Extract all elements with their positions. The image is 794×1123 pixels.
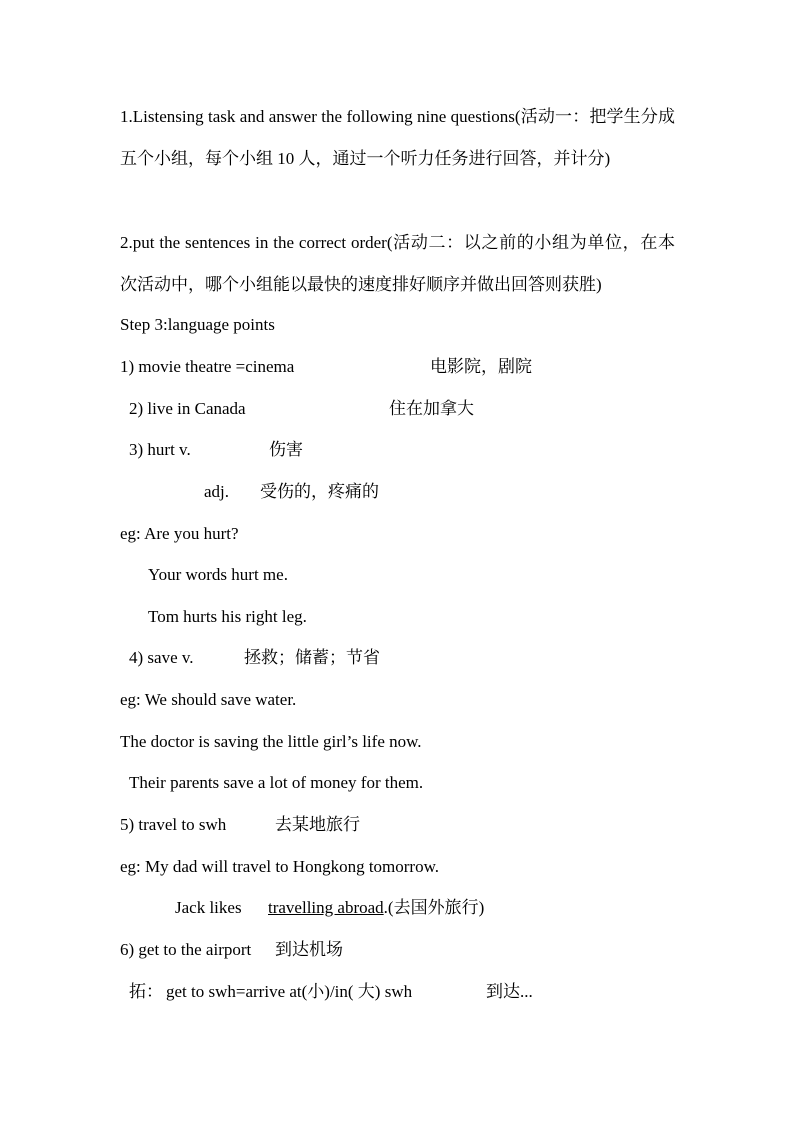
point4-example-1: eg: We should save water. bbox=[120, 690, 297, 709]
point3-adj: adj. bbox=[204, 482, 230, 501]
step3-heading: Step 3:language points bbox=[120, 315, 275, 334]
point5-chinese: 去某地旅行 bbox=[275, 815, 360, 834]
point4-english: 4) save v. bbox=[129, 648, 194, 667]
point5-example-2-phrase bbox=[268, 897, 484, 919]
point3-chinese: 伤害 bbox=[269, 440, 303, 459]
point3-example-2: Your words hurt me. bbox=[148, 565, 288, 584]
underlined-phrase: travelling abroad bbox=[268, 898, 384, 917]
point5-example-1: eg: My dad will travel to Hongkong tomorrow. bbox=[120, 857, 440, 876]
point1-chinese: 电影院，剧院 bbox=[430, 357, 532, 376]
point3-example-3: Tom hurts his right leg. bbox=[148, 607, 307, 626]
point4-chinese: 拯救；储蓄；节省 bbox=[244, 648, 380, 667]
point6-english: 6) get to the airport bbox=[120, 940, 252, 959]
point1-english: 1) movie theatre =cinema bbox=[120, 357, 295, 376]
point2-chinese: 住在加拿大 bbox=[389, 399, 474, 418]
extension-label: 拓： bbox=[129, 982, 163, 1001]
extension-text: get to swh=arrive at(小)/in( 大) swh bbox=[166, 982, 413, 1001]
extension-chinese: 到达... bbox=[486, 982, 533, 1001]
activity-two-paragraph: 2.put the sentences in the correct order(活动二：以之前的小组为单位，在本次活动中，哪个小组能以最快的速度排好顺序并做出回答则获胜) bbox=[120, 233, 675, 294]
point3-english: 3) hurt v. bbox=[129, 440, 191, 459]
point3-adj-chinese: 受伤的，疼痛的 bbox=[260, 482, 379, 501]
point6-chinese: 到达机场 bbox=[275, 940, 343, 959]
point5-example-2 bbox=[175, 897, 242, 919]
activity-one-paragraph: 1.Listensing task and answer the following nine questions(活动一：把学生分成五个小组，每个小组 10 人，通过一个听力任务进行回答，并计分) bbox=[120, 107, 675, 168]
point2-english: 2) live in Canada bbox=[129, 399, 246, 418]
point5-example-2-prefix: Jack likes bbox=[175, 898, 242, 917]
point5-example-2-suffix: .(去国外旅行) bbox=[383, 898, 485, 917]
point4-example-2: The doctor is saving the little girl’s life now. bbox=[120, 732, 422, 751]
point5-english: 5) travel to swh bbox=[120, 815, 227, 834]
point3-example-1: eg: Are you hurt? bbox=[120, 524, 239, 543]
point4-example-3: Their parents save a lot of money for them. bbox=[129, 773, 424, 792]
